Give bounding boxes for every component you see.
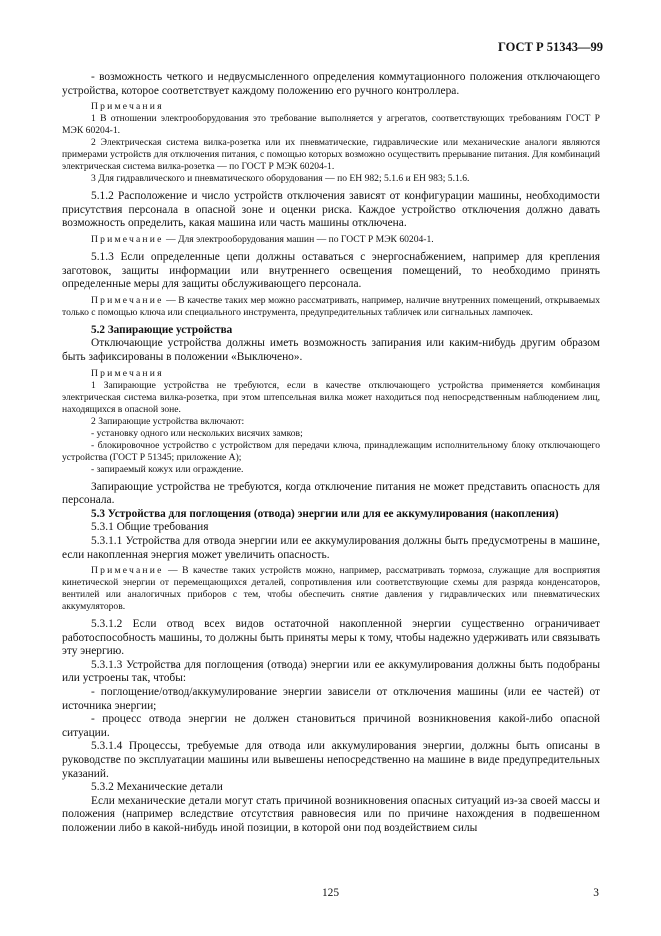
- paragraph-5-3-1-2: 5.3.1.2 Если отвод всех видов остаточной накопленной энергии существенно ограничивает работоспособность машины, то должны быть приняты меры к тому, чтобы надежно удерживать или связывать эту энергию.: [62, 618, 600, 658]
- document-page-number: 3: [593, 887, 599, 899]
- note-text: — Для электрооборудования машин — по ГОСТ Р МЭК 60204-1.: [163, 233, 434, 245]
- list-item: - процесс отвода энергии не должен становиться причиной возникновения какой-либо опасной ситуации.: [62, 713, 600, 739]
- note-2-2-item: - блокировочное устройство с устройством для передачи ключа, принадлежащим исполнительному блоку отключающего устройства (ГОСТ Р 51345; приложение А);: [62, 439, 600, 463]
- note-5-3-1-1: [62, 565, 600, 613]
- paragraph-5-2-b: Запирающие устройства не требуются, когда отключение питания не может представить опасность для персонала.: [62, 480, 600, 507]
- note-2-2-item: - установку одного или нескольких висячих замков;: [91, 427, 303, 439]
- section-heading-5-3: 5.3 Устройства для поглощения (отвода) энергии или для ее аккумулирования (накопления): [91, 507, 559, 520]
- note-label: Примечание: [91, 565, 164, 577]
- paragraph-5-3-1: 5.3.1 Общие требования: [91, 521, 209, 534]
- note-5-1-3: [62, 295, 600, 319]
- note-1-2: 2 Электрическая система вилка-розетка или их пневматические, гидравлические или механические аналоги являются примерами устройств для отключения питания, с помощью которых возможно осуществить прерывание питания. Для комбинаций электрическая система вилка-розетка — по ГОСТ Р МЭК 60204-1.: [62, 137, 600, 173]
- page-body: [62, 71, 600, 836]
- note-1-3: 3 Для гидравлического и пневматического оборудования — по ЕН 982; 5.1.6 и ЕН 983; 5.1.6.: [91, 173, 470, 185]
- note-2-2-item: - запираемый кожух или ограждение.: [91, 463, 244, 475]
- note-2-2: 2 Запирающие устройства включают:: [91, 415, 245, 427]
- paragraph-5-3-1-3: 5.3.1.3 Устройства для поглощения (отвода) энергии или ее аккумулирования должны быть подобраны или устроены так, чтобы:: [62, 658, 600, 685]
- paragraph-intro: - возможность четкого и недвусмысленного определения коммутационного положения отключающего устройства, которое соответствует каждому положению его ручного контроллера.: [62, 71, 600, 97]
- notes-heading-1: Примечания: [91, 101, 164, 113]
- paragraph-5-1-2: 5.1.2 Расположение и число устройств отключения зависят от конфигурации машины, необходимости присутствия персонала в опасной зоне и оценки риска. Каждое устройство отключения должно давать возможность определить, какая машина или часть машины отключена.: [62, 190, 600, 230]
- note-2-1: 1 Запирающие устройства не требуются, если в качестве отключающего устройства применяется комбинация электрическая система вилка-розетка, при этом штепсельная вилка может находиться под непосредственным наблюдением лиц, находящихся в опасной зоне.: [62, 379, 600, 415]
- paragraph-5-3-2-b: Если механические детали могут стать причиной возникновения опасных ситуаций из-за своей массы и положения (например вследствие отсутствия равновесия или по причине нахождения в подвешенном положении либо в какой-нибудь иной позиции, в которой они под воздействием силы: [62, 794, 600, 834]
- note-1-1: 1 В отношении электрооборудования это требование выполняется у агрегатов, соответствующих требованиям ГОСТ Р МЭК 60204-1.: [62, 113, 600, 137]
- note-5-1-2: [62, 234, 600, 246]
- list-item: - поглощение/отвод/аккумулирование энергии зависели от отключения машины (или ее частей) от источника энергии;: [62, 686, 600, 712]
- note-text: — В качестве таких мер можно рассматривать, например, наличие внутренних помещений, открываемых только с помощью ключа или специального инструмента, предупредительных табличек или сигнальных лампочек.: [62, 294, 600, 318]
- note-label: Примечание: [91, 294, 164, 306]
- paragraph-5-2: Отключающие устройства должны иметь возможность запирания или каким-нибудь другим образом быть зафиксированы в положении «Выключено».: [62, 337, 600, 363]
- paragraph-5-3-1-4: 5.3.1.4 Процессы, требуемые для отвода или аккумулирования энергии, должны быть описаны в руководстве по эксплуатации машины или вывешены непосредственно на машине в виде предупредительных указаний.: [62, 740, 600, 780]
- paragraph-5-3-1-1: 5.3.1.1 Устройства для отвода энергии или ее аккумулирования должны быть предусмотрены в машине, если накопленная энергия может увеличить опасность.: [62, 534, 600, 561]
- paragraph-5-1-3: 5.1.3 Если определенные цепи должны оставаться с энергоснабжением, например для крепления заготовок, защиты информации или внутреннего освещения помещений, то необходимо принять определенные меры для защиты обслуживающего персонала.: [62, 250, 600, 291]
- page-header-standard: ГОСТ Р 51343—99: [497, 40, 603, 54]
- note-text: — В качестве таких устройств можно, например, рассматривать тормоза, служащие для восприятия кинетической энергии от перемещающихся деталей, сопротивления или соответствующие схемы для разряда конденсаторов, вентилей или аналогичных приборов с тем, чтобы обеспечить снятие давления у гидравлических или пневматических аккумуляторов.: [62, 565, 600, 613]
- paragraph-5-3-2: 5.3.2 Механические детали: [91, 781, 223, 794]
- section-heading-5-2: 5.2 Запирающие устройства: [91, 323, 233, 336]
- book-page-number: 125: [321, 887, 340, 899]
- note-label: Примечание: [91, 233, 164, 245]
- notes-heading-2: Примечания: [91, 367, 164, 379]
